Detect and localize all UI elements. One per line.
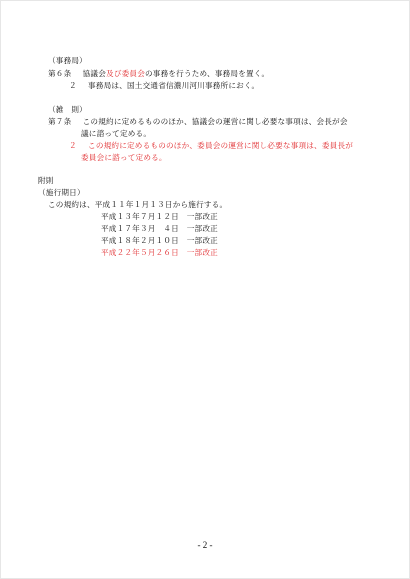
amendment-entry: 平成１７年３月 ４日 一部改正 — [101, 224, 218, 233]
amendment-entry-latest: 平成２２年５月２６日 一部改正 — [101, 248, 218, 257]
article-6-paragraph-2-number: ２ — [69, 81, 77, 90]
article-6-text-amended: 及び委員会 — [106, 69, 145, 78]
article-7 — [48, 117, 348, 126]
supplementary-title: 附則 — [38, 176, 54, 185]
effective-date-heading: （施行期日） — [38, 188, 85, 197]
article-6 — [48, 69, 269, 78]
effective-date-text: この規約は、平成１１年１月１３日から施行する。 — [48, 200, 228, 209]
amendment-entry: 平成１３年７月１２日 一部改正 — [101, 212, 218, 221]
article-6-paragraph-2-text: 事務局は、国土交通省信濃川河川事務所におく。 — [88, 81, 260, 90]
secretariat-heading: （事務局） — [48, 56, 87, 65]
amendment-entry: 平成１８年２月１０日 一部改正 — [101, 236, 218, 245]
article-7-paragraph-2-line-2: 委員会に諮って定める。 — [81, 153, 167, 162]
article-7-paragraph-2-number: ２ — [69, 141, 77, 150]
article-7-text-line-2: 議に諮って定める。 — [81, 129, 152, 138]
page-number: - 2 - — [197, 540, 213, 550]
article-6-number: 第６条 — [48, 69, 72, 78]
article-6-text-post: の事務を行うため、事務局を置く。 — [145, 69, 270, 78]
article-7-paragraph-2-line-1: この規約に定めるもののほか、委員会の運営に関し必要な事項は、委員長が — [88, 141, 354, 150]
article-7-number: 第７条 — [48, 117, 72, 126]
article-7-paragraph-2 — [69, 141, 353, 150]
article-6-paragraph-2 — [69, 81, 259, 90]
misc-heading: （雑 則） — [48, 105, 87, 114]
article-7-text-line-1: この規約に定めるもののほか、協議会の運営に関し必要な事項は、会長が会 — [82, 117, 348, 126]
article-6-text-pre: 協議会 — [82, 69, 107, 78]
